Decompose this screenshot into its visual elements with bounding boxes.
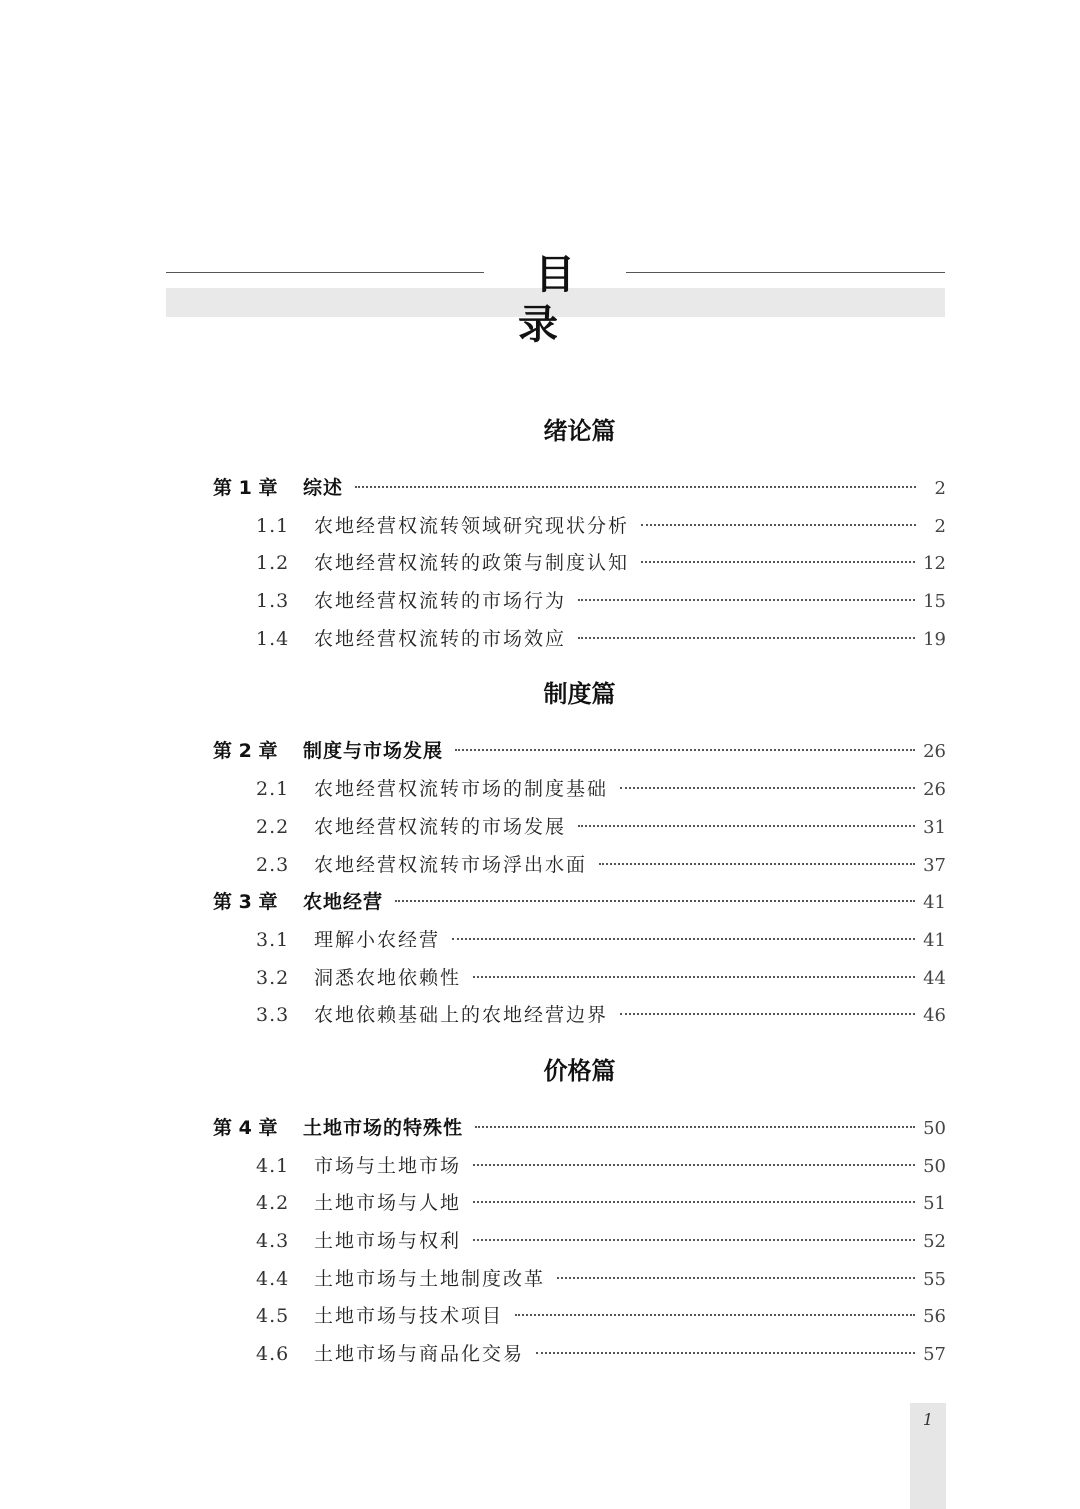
dot-leader: [599, 863, 915, 865]
section-number: 3.1: [256, 928, 290, 951]
section-number: 3.2: [256, 966, 290, 989]
dot-leader: [578, 637, 915, 639]
section-number: 2.2: [256, 815, 290, 838]
section-title: 理解小农经营: [314, 928, 441, 951]
toc-chapter-entry[interactable]: [213, 884, 946, 922]
dot-leader: [536, 1352, 915, 1354]
section-title: 农地经营权流转市场浮出水面: [314, 853, 588, 876]
part-heading: 制度篇: [543, 679, 616, 709]
page-number: 1: [922, 1410, 934, 1429]
page-ref: 15: [923, 591, 946, 613]
dot-leader: [578, 599, 915, 601]
section-title: 农地经营权流转的市场发展: [314, 815, 567, 838]
section-title: 农地依赖基础上的农地经营边界: [314, 1004, 609, 1027]
dot-leader: [473, 976, 915, 978]
toc-section-entry[interactable]: [213, 997, 946, 1035]
toc-section-entry[interactable]: [213, 1261, 946, 1299]
dot-leader: [395, 900, 915, 902]
toc-section-entry[interactable]: [213, 508, 946, 546]
section-number: 1.1: [256, 514, 290, 537]
page-ref: 12: [923, 553, 946, 575]
chapter-number: 第 3 章: [213, 891, 278, 914]
section-number: 2.1: [256, 778, 290, 801]
section-title: 农地经营权流转领域研究现状分析: [314, 514, 630, 537]
section-title: 土地市场与人地: [314, 1192, 462, 1215]
page-ref: 55: [923, 1268, 946, 1290]
section-title: 土地市场与技术项目: [314, 1305, 504, 1328]
chapter-number: 第 1 章: [213, 477, 278, 499]
toc-section-entry[interactable]: [213, 1298, 946, 1336]
dot-leader: [515, 1314, 915, 1316]
section-title: 农地经营权流转的政策与制度认知: [314, 552, 630, 575]
page-ref: 41: [923, 929, 946, 951]
section-title: 农地经营权流转市场的制度基础: [314, 778, 609, 801]
chapter-title: 农地经营: [303, 891, 384, 914]
toc-section-entry[interactable]: [213, 847, 946, 885]
dot-leader: [473, 1239, 915, 1241]
toc-section-entry[interactable]: [213, 545, 946, 583]
chapter-title: 制度与市场发展: [303, 740, 444, 763]
toc-section-entry[interactable]: [213, 960, 946, 998]
part-heading: 价格篇: [543, 1055, 616, 1085]
toc-section-entry[interactable]: [213, 1223, 946, 1261]
section-title: 农地经营权流转的市场行为: [314, 590, 567, 613]
dot-leader: [641, 561, 915, 563]
title-rule-left: [166, 272, 484, 273]
section-number: 4.4: [256, 1267, 290, 1290]
toc-chapter-entry[interactable]: [213, 733, 946, 771]
dot-leader: [475, 1126, 915, 1128]
section-number: 1.4: [256, 627, 290, 650]
page-ref: 31: [923, 816, 946, 838]
section-number: 1.3: [256, 590, 290, 613]
page-title: 目 录: [518, 252, 609, 348]
dot-leader: [557, 1277, 915, 1279]
section-number: 4.1: [256, 1154, 290, 1177]
page-ref: 51: [923, 1193, 946, 1215]
toc-section-entry[interactable]: [213, 771, 946, 809]
section-number: 4.6: [256, 1343, 290, 1366]
dot-leader: [473, 1164, 915, 1166]
toc-chapter-entry[interactable]: [213, 1110, 946, 1148]
dot-leader: [452, 938, 915, 940]
section-number: 3.3: [256, 1004, 290, 1027]
chapter-number: 第 2 章: [213, 740, 278, 763]
chapter-number: 第 4 章: [213, 1116, 278, 1139]
page-ref: 57: [923, 1344, 946, 1366]
page-ref: 44: [923, 967, 946, 989]
section-title: 土地市场与土地制度改革: [314, 1267, 546, 1290]
dot-leader: [620, 1013, 915, 1015]
section-number: 4.2: [256, 1192, 290, 1215]
section-number: 2.3: [256, 853, 290, 876]
dot-leader: [355, 486, 916, 488]
page-ref: 26: [923, 779, 946, 801]
section-title: 土地市场与商品化交易: [314, 1343, 525, 1366]
section-number: 4.3: [256, 1230, 290, 1252]
toc-section-entry[interactable]: [213, 1148, 946, 1186]
page-ref: 37: [923, 854, 946, 876]
section-title: 农地经营权流转的市场效应: [314, 627, 567, 650]
toc-section-entry[interactable]: [213, 621, 946, 659]
page-ref: 50: [923, 1155, 946, 1177]
page-ref: 50: [923, 1117, 946, 1139]
chapter-title: 土地市场的特殊性: [303, 1116, 464, 1139]
toc-section-entry[interactable]: [213, 1336, 946, 1374]
toc-section-entry[interactable]: [213, 1185, 946, 1223]
page-ref: 52: [923, 1231, 946, 1252]
toc-section-entry[interactable]: [213, 922, 946, 960]
section-number: 1.2: [256, 552, 290, 575]
section-title: 市场与土地市场: [314, 1154, 462, 1177]
page-ref: 56: [923, 1306, 946, 1328]
page-ref: 2: [934, 478, 946, 499]
dot-leader: [641, 524, 916, 526]
section-title: 洞悉农地依赖性: [314, 966, 462, 989]
dot-leader: [473, 1201, 915, 1203]
page-ref: 2: [934, 515, 946, 537]
title-rule-right: [626, 272, 945, 273]
page-ref: 19: [923, 628, 946, 650]
dot-leader: [620, 787, 915, 789]
page-ref: 41: [923, 892, 946, 914]
toc-section-entry[interactable]: [213, 583, 946, 621]
chapter-title: 综述: [303, 477, 344, 499]
toc-chapter-entry[interactable]: [213, 470, 946, 508]
part-heading: 绪论篇: [543, 416, 616, 445]
dot-leader: [578, 825, 915, 827]
page-ref: 26: [923, 741, 946, 763]
section-number: 4.5: [256, 1305, 290, 1328]
page-ref: 46: [923, 1005, 946, 1027]
dot-leader: [455, 749, 915, 751]
toc-section-entry[interactable]: [213, 809, 946, 847]
table-of-contents: [213, 412, 946, 1374]
section-title: 土地市场与权利: [314, 1230, 462, 1252]
